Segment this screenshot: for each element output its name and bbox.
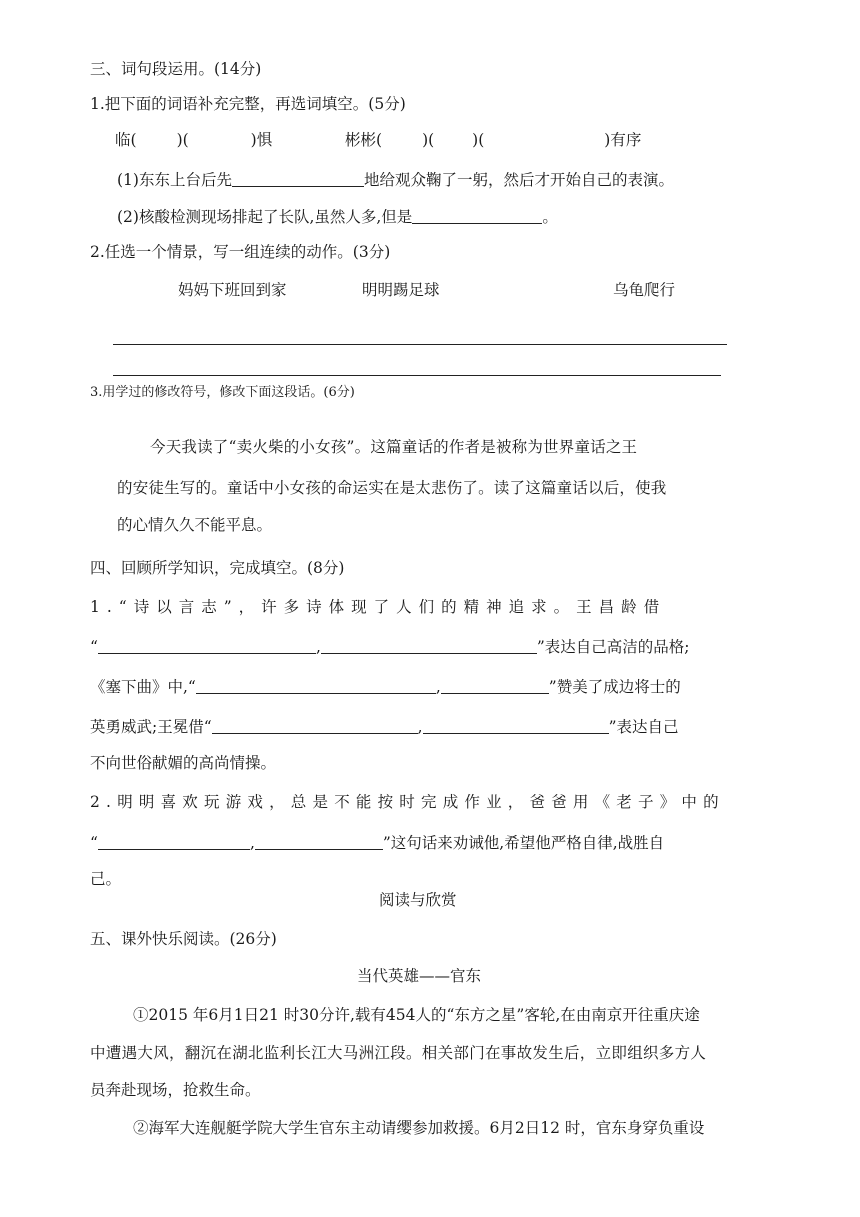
poem-blank-3b[interactable] — [423, 718, 609, 734]
laozi-blank-b[interactable] — [255, 834, 383, 850]
sentence2-prefix: (2)核酸检测现场排起了长队,虽然人多,但是 — [117, 208, 413, 226]
s4-q1-line5: 不向世俗献媚的高尚情操。 — [90, 754, 277, 772]
q2-stem: 2.任选一个情景，写一组连续的动作。(3分) — [90, 243, 391, 261]
scenario-option-1: 妈妈下班回到家 — [178, 281, 287, 299]
sentence2-suffix: 。 — [542, 208, 558, 226]
q1-stem: 1.把下面的词语补充完整，再选词填空。(5分) — [90, 95, 406, 113]
s4-q2-line3: 己。 — [90, 870, 122, 888]
idiom-2 — [345, 133, 641, 149]
quote-open: “ — [90, 834, 98, 852]
poem-blank-2a[interactable] — [196, 678, 436, 694]
s4-q2-line1: 2.明明喜欢玩游戏，总是不能按时完成作业，爸爸用《老子》中的 — [90, 793, 725, 811]
sentence1-prefix: (1)东东上台后先 — [117, 171, 232, 189]
comma: , — [417, 718, 423, 736]
poem-blank-2b[interactable] — [441, 678, 549, 694]
poem-blank-3a[interactable] — [212, 718, 418, 734]
section3-heading: 三、词句段运用。(14分) — [90, 60, 262, 78]
answer-blank-2[interactable] — [412, 208, 542, 224]
s4-q1-line4 — [90, 718, 679, 736]
idiom2-part-b: )( — [422, 131, 435, 149]
writing-line-1[interactable] — [113, 344, 727, 345]
section5-heading: 五、课外快乐阅读。(26分) — [90, 930, 277, 948]
s4-q2-line2 — [90, 834, 664, 852]
line4-prefix: 英勇威武;王冕借“ — [90, 718, 212, 736]
poem-blank-1a[interactable] — [98, 638, 316, 654]
article-title: 当代英雄——官东 — [357, 967, 482, 985]
paragraph-line-3: 的心情久久不能平息。 — [117, 516, 273, 534]
paragraph-line-1: 今天我读了“卖火柴的小女孩”。这篇童话的作者是被称为世界童话之王 — [150, 438, 638, 456]
q3-stem: 3.用学过的修改符号，修改下面这段话。(6分) — [90, 385, 355, 400]
article-p1-line2: 中遭遇大风，翻沉在湖北监利长江大马洲江段。相关部门在事故发生后，立即组织多方人 — [90, 1044, 707, 1062]
line2-suffix: ”这句话来劝诫他,希望他严格自律,战胜自 — [382, 834, 665, 852]
fill-sentence-1 — [117, 171, 674, 189]
scenario-option-3: 乌龟爬行 — [613, 281, 676, 299]
writing-line-2[interactable] — [113, 375, 721, 376]
sentence1-suffix: 地给观众鞠了一躬，然后才开始自己的表演。 — [363, 171, 674, 189]
paragraph-line-2: 的安徒生写的。童话中小女孩的命运实在是太悲伤了。读了这篇童话以后，使我 — [117, 479, 667, 497]
comma: , — [435, 678, 441, 696]
line3-prefix: 《塞下曲》中,“ — [90, 678, 196, 696]
article-p1-line1: ①2015 年6月1日21 时30分许,载有454人的“东方之星”客轮,在由南京开往重庆途 — [133, 1006, 700, 1024]
idiom1-part-b: )( — [176, 131, 189, 149]
idiom1-part-a: 临( — [115, 131, 137, 149]
line4-suffix: ”表达自己 — [608, 718, 679, 736]
line3-suffix: ”赞美了成边将士的 — [548, 678, 681, 696]
idiom2-part-a: 彬彬( — [345, 131, 383, 149]
answer-blank-1[interactable] — [232, 171, 364, 187]
s4-q1-line3 — [90, 678, 681, 696]
comma: , — [249, 834, 255, 852]
poem-blank-1b[interactable] — [321, 638, 537, 654]
section4-heading: 四、回顾所学知识，完成填空。(8分) — [90, 559, 345, 577]
article-p1-line3: 员奔赴现场，抢救生命。 — [90, 1081, 261, 1099]
laozi-blank-a[interactable] — [98, 834, 250, 850]
idiom1-part-c: )惧 — [250, 131, 273, 149]
s4-q1-line1: 1.“诗以言志”，许多诗体现了人们的精神追求。王昌龄借 — [90, 598, 667, 616]
comma: , — [315, 638, 321, 656]
scenario-option-2: 明明踢足球 — [362, 281, 440, 299]
idiom2-part-c: )( — [472, 131, 485, 149]
line2-suffix: ”表达自己高洁的品格; — [536, 638, 690, 656]
idiom-1 — [115, 133, 272, 149]
quote-open: “ — [90, 638, 98, 656]
fill-sentence-2 — [117, 208, 558, 226]
s4-q1-line2 — [90, 638, 690, 656]
part-title: 阅读与欣赏 — [379, 891, 457, 909]
article-p2-line1: ②海军大连舰艇学院大学生官东主动请缨参加救援。6月2日12 时，官东身穿负重设 — [133, 1119, 705, 1137]
idiom2-part-d: )有序 — [604, 131, 642, 149]
